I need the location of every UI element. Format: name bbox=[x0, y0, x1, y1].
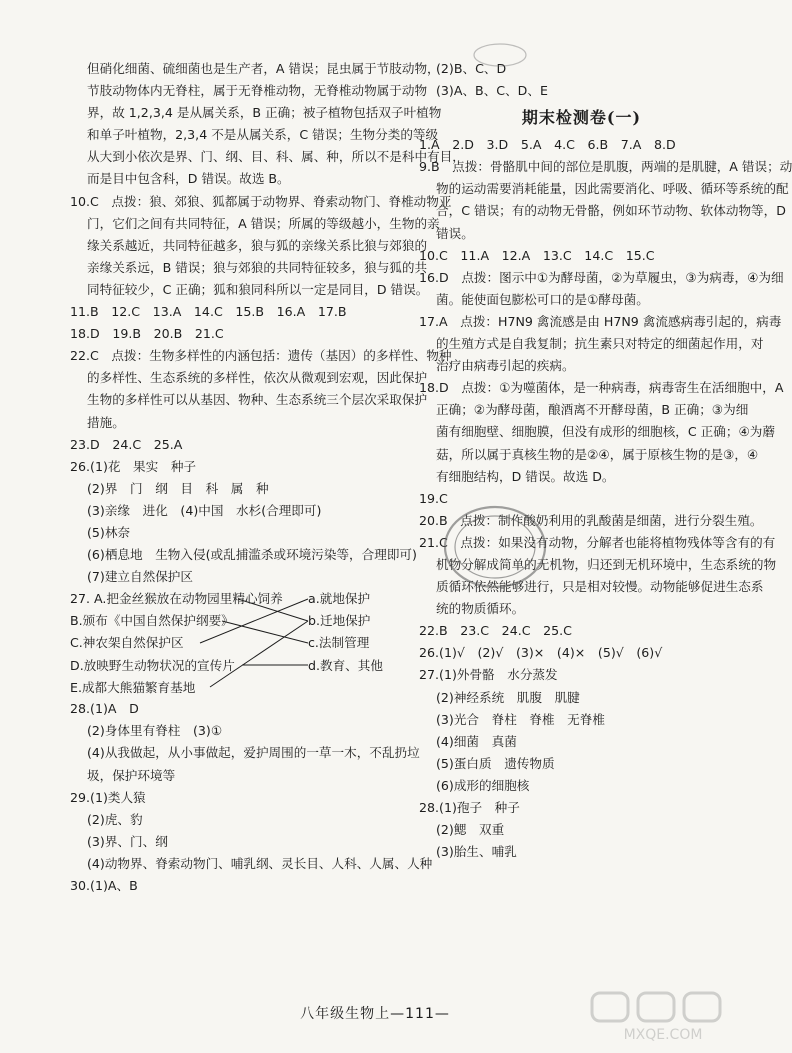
answer-line: 22.B 23.C 24.C 25.C bbox=[419, 623, 572, 639]
answer-line: 17.A 点拨：H7N9 禽流感是由 H7N9 禽流感病毒引起的，病毒 bbox=[419, 313, 782, 329]
answer-line: 物的运动需要消耗能量，因此需要消化、呼吸、循环等系统的配 bbox=[436, 181, 789, 197]
answer-line: 28.(1)A D bbox=[70, 701, 139, 717]
answer-line: 门，它们之间有共同特征，A 错误；所属的等级越小，生物的亲 bbox=[87, 215, 440, 231]
answer-line: 有细胞结构，D 错误。故选 D。 bbox=[436, 468, 615, 484]
answer-line: (3)界、门、纲 bbox=[87, 833, 168, 849]
answer-line: (5)林奈 bbox=[87, 524, 131, 540]
match-left-item: C.神农架自然保护区 bbox=[70, 635, 184, 651]
match-left-item: E.成都大熊猫繁育基地 bbox=[70, 679, 196, 695]
answer-line: 和单子叶植物，2,3,4 不是从属关系，C 错误；生物分类的等级 bbox=[87, 127, 439, 143]
answer-line: 错误。 bbox=[436, 225, 474, 241]
answer-line: 18.D 19.B 20.B 21.C bbox=[70, 326, 224, 342]
answer-line: 的生殖方式是自我复制；抗生素只对特定的细菌起作用，对 bbox=[436, 336, 764, 352]
matching-question-27 bbox=[70, 588, 410, 698]
answer-line: 菇，所以属于真核生物的是②④，属于原核生物的是③，④ bbox=[436, 446, 759, 462]
right-column bbox=[419, 58, 792, 863]
answer-line: 同特征较少，C 正确；狐和狼同科所以一定是同目，D 错误。 bbox=[87, 281, 429, 297]
answer-line: 而是目中包含科，D 错误。故选 B。 bbox=[87, 171, 290, 187]
answer-line: (6)栖息地 生物入侵(或乱捕滥杀或环境污染等，合理即可) bbox=[87, 547, 417, 563]
answer-line: 缘关系越近，共同特征越多，狼与狐的亲缘关系比狼与郊狼的 bbox=[87, 237, 428, 253]
answer-line: 节肢动物体内无脊柱，属于无脊椎动物，无脊椎动物属于动物 bbox=[87, 83, 428, 99]
answer-line: 26.(1)√ (2)√ (3)× (4)× (5)√ (6)√ bbox=[419, 645, 663, 661]
answer-line: 机物分解成简单的无机物，归还到无机环境中，生态系统的物 bbox=[436, 556, 777, 572]
match-right-item: b.迁地保护 bbox=[308, 613, 371, 629]
answer-line: 29.(1)类人猿 bbox=[70, 789, 146, 805]
answer-line: 统的物质循环。 bbox=[436, 601, 525, 617]
answer-line: 但硝化细菌、硫细菌也是生产者，A 错误；昆虫属于节肢动物， bbox=[87, 61, 440, 76]
page-footer: 八年级生物上—111— bbox=[300, 1006, 450, 1022]
answer-line: 23.D 24.C 25.A bbox=[70, 436, 183, 452]
answer-line: 26.(1)花 果实 种子 bbox=[70, 458, 197, 474]
match-line-c-a bbox=[200, 599, 308, 643]
stamp-icon bbox=[440, 500, 550, 595]
answer-line: 16.D 点拨：图示中①为酵母菌，②为草履虫，③为病毒，④为细 bbox=[419, 269, 784, 285]
answer-line: 正确；②为酵母菌，酿酒离不开酵母菌，B 正确；③为细 bbox=[436, 402, 749, 418]
watermark-logo bbox=[588, 987, 738, 1045]
answer-line: 菌。能使面包膨松可口的是①酵母菌。 bbox=[436, 291, 649, 307]
matching-lines bbox=[70, 588, 410, 698]
answer-line: 圾，保护环境等 bbox=[87, 767, 176, 783]
match-left-item: D.放映野生动物状况的宣传片 bbox=[70, 657, 235, 673]
answer-line: 措施。 bbox=[87, 414, 125, 430]
answer-line: (2)界 门 纲 目 科 属 种 bbox=[87, 480, 269, 496]
answer-line: 21.C 点拨：如果没有动物，分解者也能将植物残体等含有的有 bbox=[419, 534, 776, 550]
match-left-item: 27. A.把金丝猴放在动物园里精心饲养 bbox=[70, 591, 283, 607]
answer-line: 亲缘关系远，B 错误；狼与郊狼的共同特征较多，狼与狐的共 bbox=[87, 259, 428, 275]
answer-line: 质循环依然能够进行，只是相对较慢。动物能够促进生态系 bbox=[436, 579, 764, 595]
left-answers-b bbox=[70, 698, 433, 897]
match-line-a-b bbox=[238, 599, 308, 621]
answer-line: 生物的多样性可以从基因、物种、生态系统三个层次采取保护 bbox=[87, 392, 428, 408]
answer-line: (4)从我做起，从小事做起，爱护周围的一草一木，不乱扔垃 bbox=[87, 745, 420, 761]
match-right-item: a.就地保护 bbox=[308, 591, 371, 607]
answer-line: (2)身体里有脊柱 (3)① bbox=[87, 723, 223, 739]
answer-line: 20.B 点拨：制作酸奶利用的乳酸菌是细菌，进行分裂生殖。 bbox=[419, 512, 763, 528]
answer-line: 9.B 点拨：骨骼肌中间的部位是肌腹，两端的是肌腱，A 错误；动 bbox=[419, 159, 792, 175]
answer-line: 合，C 错误；有的动物无骨骼，例如环节动物、软体动物等，D bbox=[436, 203, 786, 219]
answer-line: (4)细菌 真菌 bbox=[436, 733, 517, 749]
answer-line: (2)鳃 双重 bbox=[436, 822, 505, 838]
answer-line: 18.D 点拨：①为噬菌体，是一种病毒，病毒寄生在活细胞中，A bbox=[419, 380, 784, 396]
answer-line: 从大到小依次是界、门、纲、目、科、属、种，所以不是科中有目， bbox=[87, 149, 465, 165]
answer-line: (3)光合 脊柱 脊椎 无脊椎 bbox=[436, 711, 605, 727]
watermark-text: MXQE.COM bbox=[623, 1027, 703, 1043]
answer-line: (4)动物界、脊索动物门、哺乳纲、灵长目、人科、人属、人种 bbox=[87, 855, 433, 871]
right-answers-top bbox=[419, 58, 744, 102]
answer-line: 菌有细胞壁、细胞膜，但没有成形的细胞核，C 正确；④为蘑 bbox=[436, 424, 775, 440]
answer-line: (6)成形的细胞核 bbox=[436, 777, 530, 793]
answer-line: (3)A、B、C、D、E bbox=[436, 83, 548, 99]
answer-line: (3)亲缘 进化 (4)中国 水杉(合理即可) bbox=[87, 502, 322, 518]
answer-line: 19.C bbox=[419, 490, 448, 506]
answer-line: 27.(1)外骨骼 水分蒸发 bbox=[419, 667, 558, 683]
match-right-item: c.法制管理 bbox=[308, 635, 370, 651]
match-left-item: B.颁布《中国自然保护纲要》 bbox=[70, 613, 234, 629]
small-stamp-icon bbox=[470, 40, 530, 70]
answer-line: (3)胎生、哺乳 bbox=[436, 844, 517, 860]
answer-line: 11.B 12.C 13.A 14.C 15.B 16.A 17.B bbox=[70, 304, 347, 320]
right-answers-main bbox=[419, 134, 792, 863]
answer-line: (7)建立自然保护区 bbox=[87, 569, 193, 585]
answer-line: (5)蛋白质 遗传物质 bbox=[436, 755, 555, 771]
section-title: 期末检测卷(一) bbox=[521, 108, 642, 128]
answer-line: 1.A 2.D 3.D 5.A 4.C 6.B 7.A 8.D bbox=[419, 137, 676, 153]
answer-line: 治疗由病毒引起的疾病。 bbox=[436, 358, 575, 374]
answer-line: 的多样性、生态系统的多样性，依次从微观到宏观，因此保护 bbox=[87, 370, 428, 386]
match-right-item: d.教育、其他 bbox=[308, 657, 383, 673]
answer-line: 10.C 11.A 12.A 13.C 14.C 15.C bbox=[419, 247, 655, 263]
answer-line: 22.C 点拨：生物多样性的内涵包括：遗传（基因）的多样性、物种 bbox=[70, 348, 452, 364]
answer-line: 30.(1)A、B bbox=[70, 878, 138, 893]
answer-line: (2)神经系统 肌腹 肌腱 bbox=[436, 689, 580, 705]
answer-line: 10.C 点拨：狼、郊狼、狐都属于动物界、脊索动物门、脊椎动物亚 bbox=[70, 193, 452, 209]
answer-line: 界，故 1,2,3,4 是从属关系，B 正确；被子植物包括双子叶植物 bbox=[87, 105, 442, 121]
answer-line: (2)虎、豹 bbox=[87, 811, 143, 827]
answer-line: 28.(1)孢子 种子 bbox=[419, 800, 520, 815]
answer-line: (2)B、C、D bbox=[436, 61, 507, 76]
match-line-b-c bbox=[222, 621, 308, 643]
